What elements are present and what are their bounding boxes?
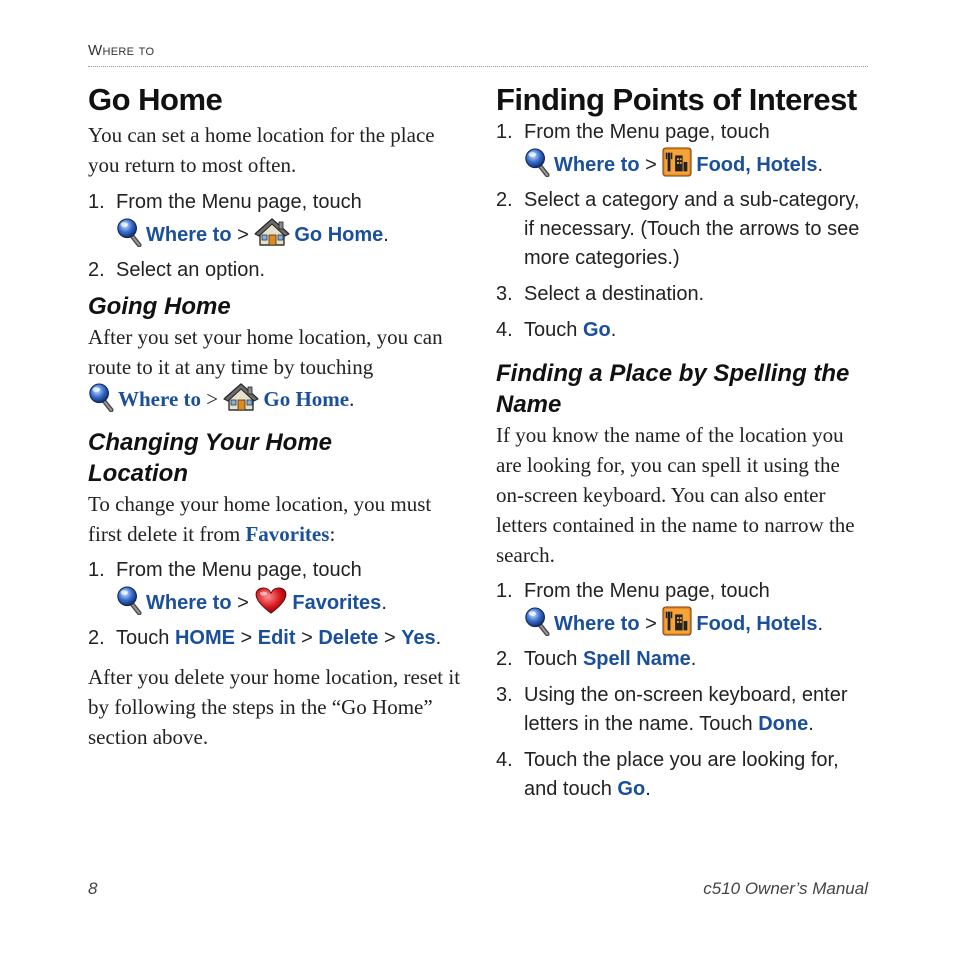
- step-number: 4.: [496, 749, 513, 771]
- going-home-sentence: After you set your home location, you can route to it at any time by touching: [88, 325, 443, 379]
- where-to-link[interactable]: Where to: [554, 154, 640, 176]
- spelling-text: If you know the name of the location you are looking for, you can spell it using the on-screen keyboard. You can also enter letters contained in the name to narrow the search.: [496, 423, 855, 567]
- where-to-icon: [116, 217, 142, 247]
- step-number: 2.: [88, 259, 105, 281]
- step-number: 4.: [496, 319, 513, 341]
- step-text: From the Menu page, touch: [116, 191, 362, 213]
- done-key[interactable]: Done: [758, 713, 809, 735]
- punctuation: .: [808, 713, 814, 735]
- yes-key[interactable]: Yes: [401, 627, 436, 649]
- punctuation: .: [383, 224, 389, 246]
- list-item: [496, 316, 871, 345]
- punctuation: .: [435, 627, 442, 649]
- go-home-link[interactable]: Go Home: [263, 387, 350, 411]
- spelling-heading: Finding a Place by Spelling the Name: [496, 360, 850, 418]
- where-to-icon: [524, 147, 550, 177]
- food-hotels-icon: [662, 606, 692, 636]
- list-item: [496, 746, 871, 804]
- food-hotels-icon: [662, 147, 692, 177]
- step-text: Select an option.: [116, 259, 265, 281]
- food-hotels-link[interactable]: Food, Hotels: [696, 154, 818, 176]
- changing-home-text: [88, 489, 468, 549]
- go-home-heading: Go Home: [88, 82, 223, 117]
- where-to-link[interactable]: Where to: [118, 387, 202, 411]
- spelling-steps: [496, 577, 871, 804]
- food-hotels-link[interactable]: Food, Hotels: [696, 613, 818, 635]
- go-home-intro: You can set a home location for the place you return to most often.: [88, 123, 435, 177]
- going-home-text: [88, 322, 468, 414]
- where-to-icon: [116, 585, 142, 615]
- step-number: 1.: [88, 559, 105, 581]
- punctuation: .: [610, 319, 617, 341]
- where-to-link[interactable]: Where to: [146, 592, 232, 614]
- step-text: Using the on-screen keyboard, enter letters in the name. Touch: [524, 684, 848, 735]
- separator: >: [383, 627, 396, 649]
- spell-name-key[interactable]: Spell Name: [582, 648, 691, 670]
- go-key[interactable]: Go: [582, 319, 611, 341]
- step-text: From the Menu page, touch: [524, 580, 770, 602]
- step-number: 1.: [88, 191, 105, 213]
- where-to-link[interactable]: Where to: [554, 613, 640, 635]
- where-to-link[interactable]: Where to: [146, 224, 232, 246]
- favorites-link[interactable]: Favorites: [245, 522, 330, 546]
- punctuation: .: [349, 387, 355, 411]
- changing-home-sentence: To change your home location, you must first delete it from: [88, 492, 432, 546]
- list-item: [496, 280, 871, 309]
- changing-home-steps: [88, 556, 468, 653]
- step-number: 3.: [496, 684, 513, 706]
- where-to-icon: [524, 606, 550, 636]
- punctuation: :: [329, 522, 336, 546]
- list-item: [496, 681, 871, 739]
- where-to-icon: [88, 382, 114, 412]
- header-divider: [88, 66, 868, 67]
- list-item: [88, 188, 468, 250]
- home-icon: [223, 382, 259, 412]
- separator: >: [237, 224, 249, 246]
- step-number: 3.: [496, 283, 513, 305]
- running-header: Where to: [88, 42, 155, 59]
- going-home-heading: Going Home: [88, 293, 231, 320]
- step-text: Touch: [116, 627, 170, 649]
- punctuation: .: [817, 613, 824, 635]
- after-delete-text: After you delete your home location, reset it by following the steps in the “Go Home” section above.: [88, 665, 461, 749]
- manual-title: c510 Owner’s Manual: [703, 879, 868, 898]
- punctuation: .: [645, 778, 651, 800]
- separator: >: [645, 154, 657, 176]
- heart-icon: [254, 587, 288, 615]
- step-number: 2.: [496, 189, 513, 211]
- punctuation: .: [381, 592, 387, 614]
- separator: >: [237, 592, 249, 614]
- step-number: 1.: [496, 580, 513, 602]
- step-text: Touch: [524, 648, 578, 670]
- step-number: 2.: [496, 648, 513, 670]
- page-number: 8: [88, 879, 98, 898]
- separator: >: [240, 627, 253, 649]
- list-item: [88, 624, 468, 653]
- separator: >: [206, 387, 219, 411]
- home-icon: [254, 217, 290, 247]
- step-text: From the Menu page, touch: [116, 559, 362, 581]
- step-text: Select a destination.: [524, 283, 705, 305]
- favorites-link[interactable]: Favorites: [292, 592, 382, 614]
- separator: >: [301, 627, 313, 649]
- step-number: 1.: [496, 121, 513, 143]
- finding-poi-heading: Finding Points of Interest: [496, 82, 857, 117]
- punctuation: .: [690, 648, 697, 670]
- go-home-steps: [88, 188, 468, 285]
- step-text: Touch: [524, 319, 578, 341]
- delete-key[interactable]: Delete: [318, 627, 379, 649]
- go-home-link[interactable]: Go Home: [294, 224, 384, 246]
- list-item: [496, 577, 871, 639]
- home-key[interactable]: HOME: [174, 627, 235, 649]
- list-item: [496, 645, 871, 674]
- step-text: Select a category and a sub-category, if necessary. (Touch the arrows to see more categories.): [524, 189, 860, 269]
- edit-key[interactable]: Edit: [257, 627, 296, 649]
- step-number: 2.: [88, 627, 105, 649]
- list-item: [88, 556, 468, 618]
- right-column: [496, 80, 871, 804]
- step-text: Touch the place you are looking for, and touch: [524, 749, 839, 800]
- finding-poi-steps: [496, 118, 871, 345]
- separator: >: [645, 613, 657, 635]
- list-item: [88, 256, 468, 285]
- go-key[interactable]: Go: [617, 778, 646, 800]
- list-item: [496, 118, 871, 180]
- punctuation: .: [817, 154, 824, 176]
- list-item: [496, 186, 871, 273]
- step-text: From the Menu page, touch: [524, 121, 770, 143]
- changing-home-heading: Changing Your Home Location: [88, 429, 333, 487]
- left-column: [88, 80, 468, 752]
